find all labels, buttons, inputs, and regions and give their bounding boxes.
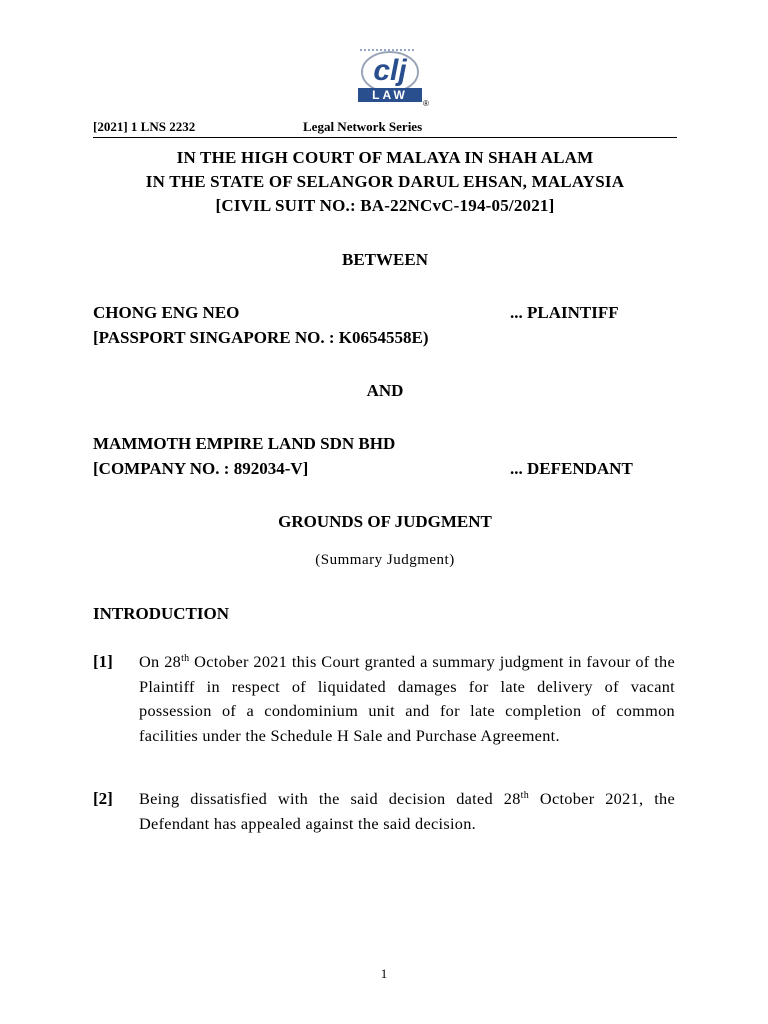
- page-number: 1: [380, 966, 388, 981]
- svg-text:®: ®: [423, 99, 429, 108]
- paragraph-number: [1]: [93, 652, 113, 671]
- defendant-role: ... DEFENDANT: [510, 459, 633, 478]
- series-name: Legal Network Series: [303, 119, 423, 134]
- between-label: BETWEEN: [342, 250, 428, 269]
- court-line-1: IN THE HIGH COURT OF MALAYA IN SHAH ALAM: [176, 148, 594, 167]
- citation: [2021] 1 LNS 2232: [93, 119, 196, 134]
- and-label: AND: [366, 381, 404, 400]
- paragraph-number: [2]: [93, 789, 113, 808]
- cljlaw-logo: [350, 42, 434, 110]
- svg-text:clj: clj: [373, 54, 407, 87]
- document-title: GROUNDS OF JUDGMENT: [278, 512, 492, 531]
- plaintiff-name: CHONG ENG NEO: [93, 303, 240, 322]
- section-heading: INTRODUCTION: [93, 604, 230, 623]
- defendant-id: [COMPANY NO. : 892034-V]: [93, 459, 309, 478]
- svg-text:LAW: LAW: [372, 88, 408, 102]
- plaintiff-role: ... PLAINTIFF: [510, 303, 619, 322]
- court-line-2: IN THE STATE OF SELANGOR DARUL EHSAN, MALAYSIA: [145, 172, 625, 191]
- defendant-name: MAMMOTH EMPIRE LAND SDN BHD: [93, 434, 396, 453]
- plaintiff-id: [PASSPORT SINGAPORE NO. : K0654558E): [93, 328, 429, 347]
- header-divider: [93, 137, 677, 138]
- paragraph-1: On 28th October 2021 this Court granted a summary judgment in favour of the Plaintiff in respect of liquidated damages for late delivery of vacant possession of a condominium unit and for late completion of common facilities under the Schedule H Sale and Purchase Agreement.: [139, 652, 675, 745]
- running-header: [93, 119, 423, 135]
- suit-number: [CIVIL SUIT NO.: BA-22NCvC-194-05/2021]: [215, 196, 555, 215]
- document-subtitle: (Summary Judgment): [315, 552, 455, 568]
- paragraph-2: Being dissatisfied with the said decision dated 28th October 2021, the Defendant has appealed against the said decision.: [139, 789, 675, 833]
